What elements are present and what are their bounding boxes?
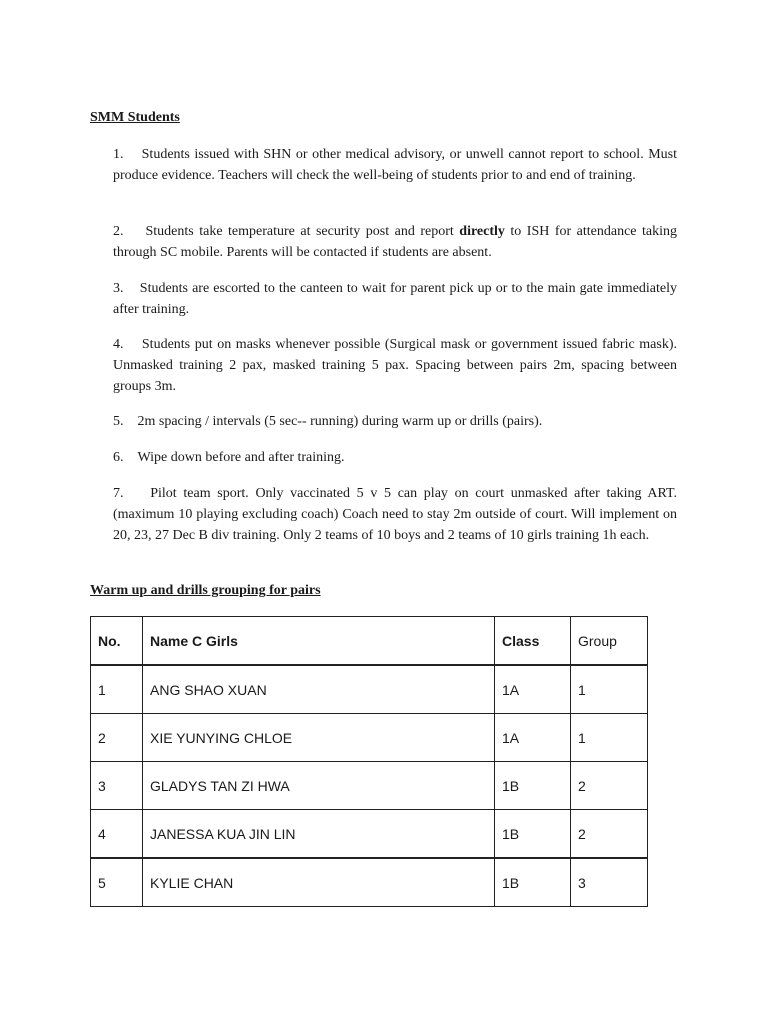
rule-number: 6. <box>113 450 124 465</box>
cell-class: 1B <box>495 762 571 810</box>
table-row <box>91 714 648 762</box>
cell-name: KYLIE CHAN <box>143 858 495 907</box>
cell-name: ANG SHAO XUAN <box>143 665 495 714</box>
rule-number: 3. <box>113 281 124 296</box>
rule-number: 5. <box>113 414 124 429</box>
cell-group: 2 <box>571 762 648 810</box>
cell-name: JANESSA KUA JIN LIN <box>143 810 495 859</box>
cell-no: 3 <box>91 762 143 810</box>
table-row <box>91 665 648 714</box>
section-heading-smm-students: SMM Students <box>90 110 180 125</box>
rule-text: 2m spacing / intervals (5 sec-- running) during warm up or drills (pairs). <box>137 414 543 429</box>
rule-number: 7. <box>113 486 124 501</box>
rule-number: 4. <box>113 337 124 352</box>
header-class: Class <box>495 617 571 666</box>
rule-text: Students issued with SHN or other medical advisory, or unwell cannot report to school. Must produce evidence. Teachers will check the well-being of students prior to and end of training. <box>113 147 678 183</box>
cell-group: 3 <box>571 858 648 907</box>
header-name: Name C Girls <box>143 617 495 666</box>
table-row <box>91 858 648 907</box>
rule-item-7 <box>113 483 677 546</box>
pairs-grouping-table <box>90 616 648 907</box>
cell-no: 1 <box>91 665 143 714</box>
rule-number: 2. <box>113 224 124 239</box>
rule-item-5 <box>113 411 677 432</box>
cell-group: 1 <box>571 714 648 762</box>
rule-text: Students are escorted to the canteen to wait for parent pick up or to the main gate immediately after training. <box>113 281 678 317</box>
rule-item-2 <box>113 221 677 263</box>
section-heading-warm-up: Warm up and drills grouping for pairs <box>90 583 321 598</box>
cell-no: 4 <box>91 810 143 859</box>
cell-group: 2 <box>571 810 648 859</box>
cell-class: 1B <box>495 858 571 907</box>
rule-item-1 <box>113 144 677 186</box>
rule-item-6 <box>113 447 677 468</box>
rule-item-4 <box>113 334 677 397</box>
table-row <box>91 810 648 859</box>
cell-class: 1A <box>495 665 571 714</box>
rule-text: Wipe down before and after training. <box>137 450 345 465</box>
cell-class: 1B <box>495 810 571 859</box>
header-no: No. <box>91 617 143 666</box>
rule-emphasis: directly <box>459 224 505 239</box>
cell-name: GLADYS TAN ZI HWA <box>143 762 495 810</box>
cell-name: XIE YUNYING CHLOE <box>143 714 495 762</box>
rule-text: Students put on masks whenever possible (Surgical mask or government issued fabric mask). Unmasked training 2 pax, masked training 5 pax. Spacing between pairs 2m, spacing between groups 3m. <box>113 337 677 394</box>
rule-text: to ISH for attendance taking through SC mobile. Parents will be contacted if students are absent. <box>113 224 678 260</box>
rule-text: Pilot team sport. Only vaccinated 5 v 5 can play on court unmasked after taking ART. (maximum 10 playing excluding coach) Coach need to stay 2m outside of court. Will implement on 20, 23, 27 Dec B div training. Only 2 teams of 10 boys and 2 teams of 10 girls training 1h each. <box>113 486 678 543</box>
cell-no: 2 <box>91 714 143 762</box>
rule-item-3 <box>113 278 677 320</box>
cell-no: 5 <box>91 858 143 907</box>
cell-class: 1A <box>495 714 571 762</box>
table-row <box>91 762 648 810</box>
header-group: Group <box>571 617 648 666</box>
cell-group: 1 <box>571 665 648 714</box>
table-header-row <box>91 617 648 666</box>
rule-text: Students take temperature at security post and report <box>145 224 460 239</box>
rule-number: 1. <box>113 147 124 162</box>
